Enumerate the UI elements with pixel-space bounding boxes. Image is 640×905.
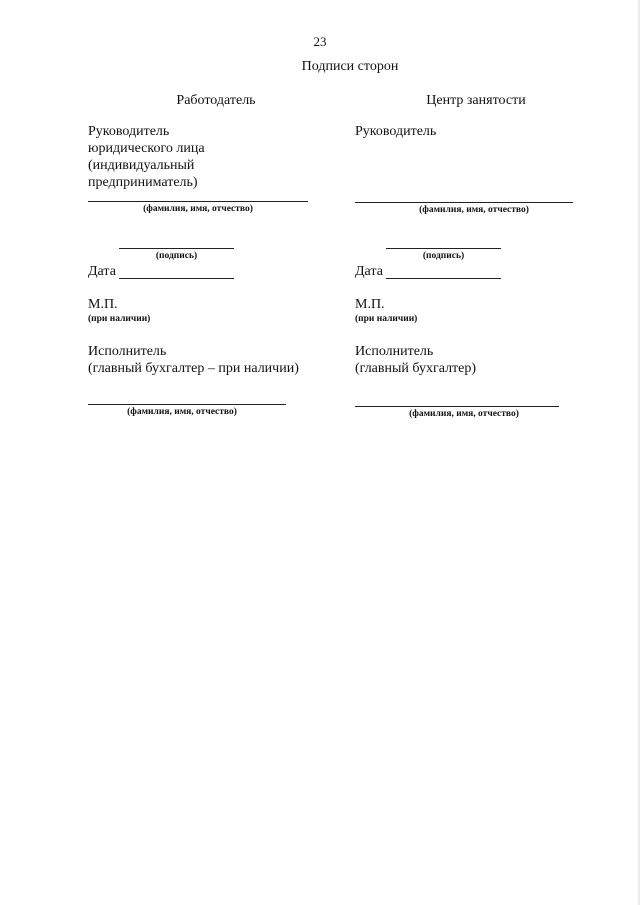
- employment-center-signature-caption: (подпись): [422, 251, 465, 261]
- employer-signature-line[interactable]: [119, 248, 234, 249]
- employment-center-stamp-label: М.П.: [355, 297, 385, 312]
- employment-center-fio-line[interactable]: [355, 202, 573, 203]
- employment-center-executor-fio-line[interactable]: [355, 406, 559, 407]
- employment-center-executor-note: (главный бухгалтер): [355, 361, 477, 376]
- employment-center-signature-line[interactable]: [386, 248, 501, 249]
- employment-center-executor-fio-caption: (фамилия, имя, отчество): [409, 409, 519, 419]
- employer-header: Работодатель: [176, 93, 256, 108]
- employer-head-line-2: юридического лица: [88, 141, 205, 156]
- employer-head-line-1: Руководитель: [88, 124, 170, 139]
- employment-center-fio-caption: (фамилия, имя, отчество): [419, 205, 529, 215]
- employer-date-label: Дата: [88, 264, 116, 279]
- page-title: Подписи сторон: [301, 59, 399, 74]
- page-number: 23: [313, 34, 327, 49]
- employer-executor-note: (главный бухгалтер – при наличии): [88, 361, 299, 376]
- employment-center-date-label: Дата: [355, 264, 383, 279]
- employment-center-stamp-note: (при наличии): [355, 314, 418, 324]
- employer-executor-fio-caption: (фамилия, имя, отчество): [127, 407, 237, 417]
- employment-center-executor-label: Исполнитель: [355, 344, 434, 359]
- employer-executor-label: Исполнитель: [88, 344, 167, 359]
- employer-stamp-note: (при наличии): [88, 314, 151, 324]
- employment-center-head-line-1: Руководитель: [355, 124, 437, 139]
- employer-fio-line[interactable]: [88, 201, 308, 202]
- employer-fio-caption: (фамилия, имя, отчество): [143, 204, 253, 214]
- employment-center-date-line[interactable]: [386, 278, 501, 279]
- employer-signature-caption: (подпись): [155, 251, 198, 261]
- employer-executor-fio-line[interactable]: [88, 404, 286, 405]
- employer-head-line-4: предприниматель): [88, 175, 198, 190]
- employment-center-header: Центр занятости: [426, 93, 526, 108]
- employer-head-line-3: (индивидуальный: [88, 158, 195, 173]
- employer-stamp-label: М.П.: [88, 297, 118, 312]
- employer-date-line[interactable]: [119, 278, 234, 279]
